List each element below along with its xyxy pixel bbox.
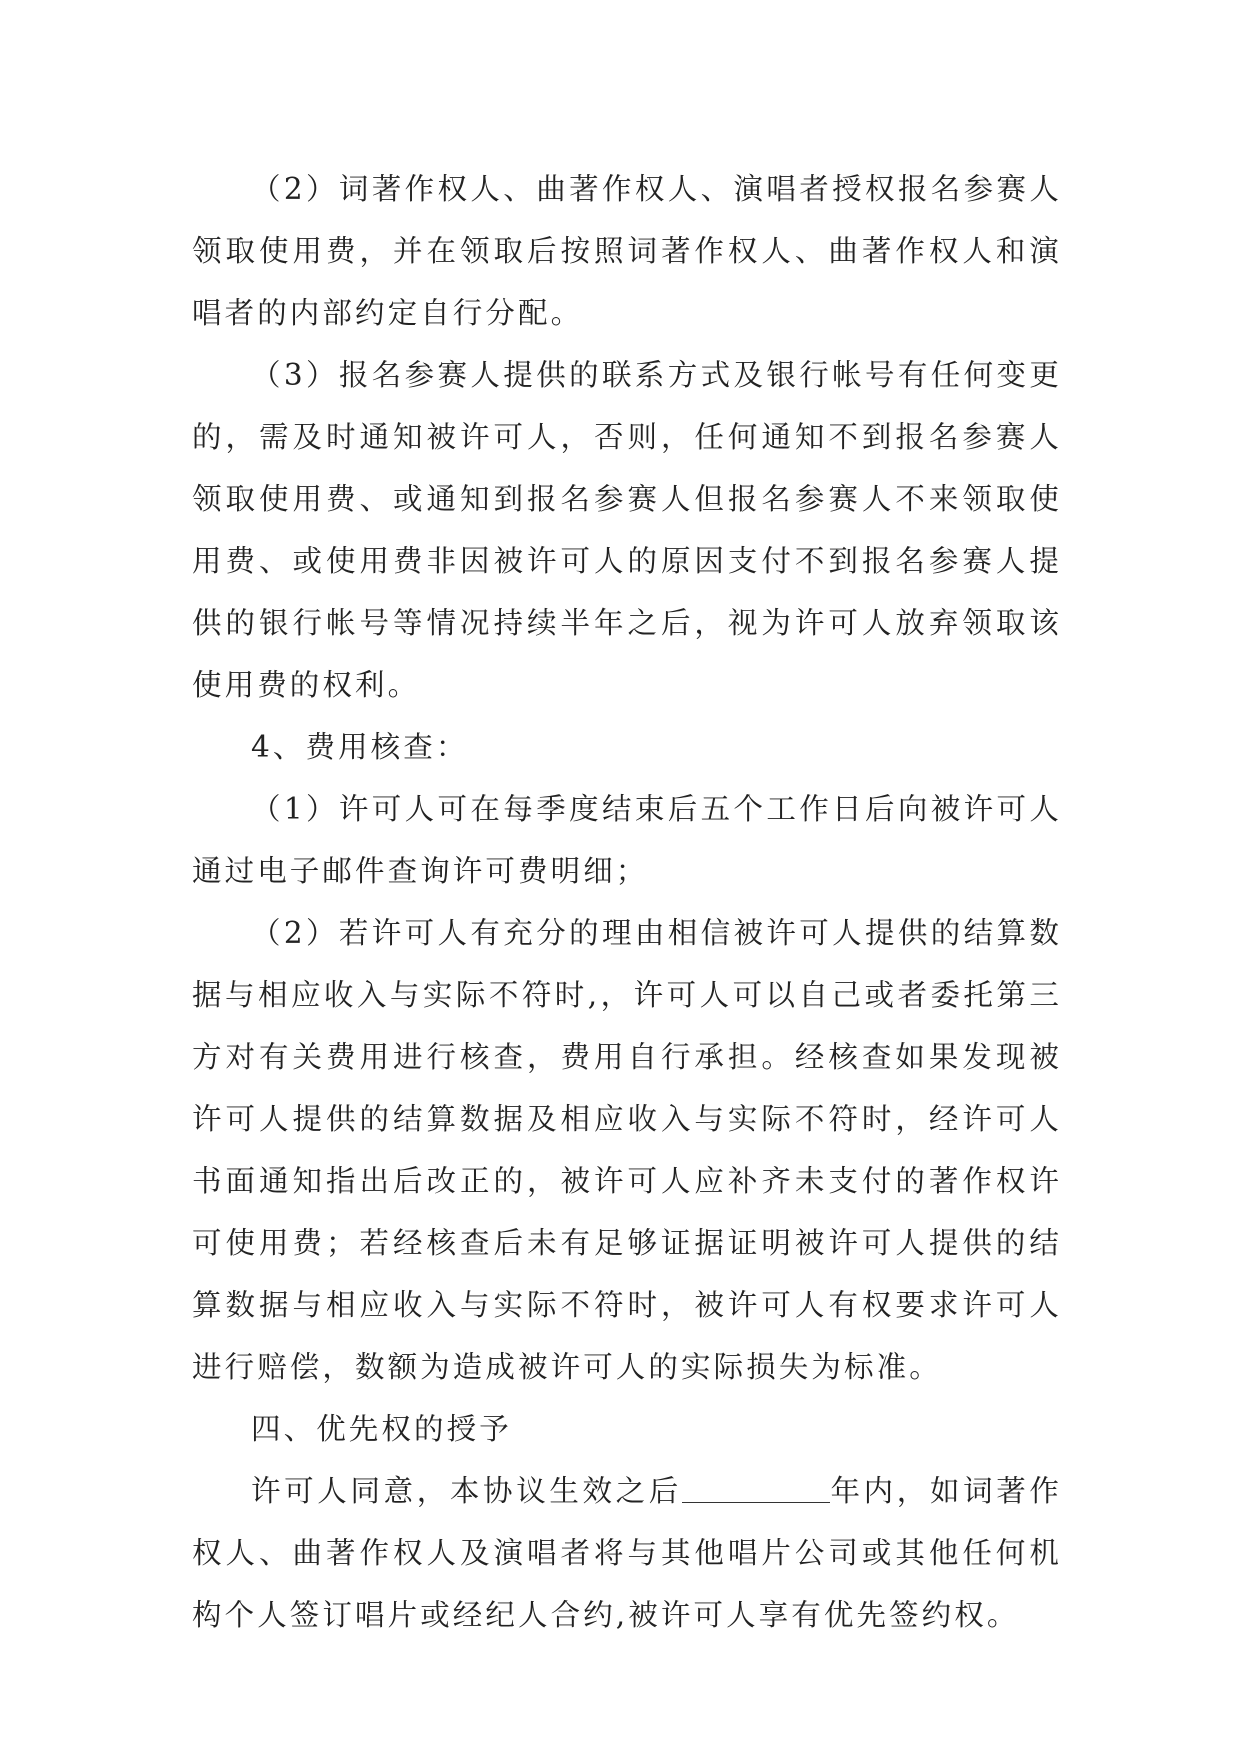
section-heading-priority-right: 四、优先权的授予 — [251, 1412, 512, 1446]
priority-text-after-blank: 年内，如词著作权人、曲著作权人及演唱者将与其他唱片公司或其他任何机构个人签订唱片或经纪人合约,被许可人享有优先签约权。 — [192, 1474, 1062, 1632]
paragraph-priority-right — [192, 1460, 1062, 1646]
paragraph-contact-change: （3）报名参赛人提供的联系方式及银行帐号有任何变更的，需及时通知被许可人，否则，任何通知不到报名参赛人领取使用费、或通知到报名参赛人但报名参赛人不来领取使用费、或使用费非因被许可人的原因支付不到报名参赛人提供的银行帐号等情况持续半年之后，视为许可人放弃领取该使用费的权利。 — [192, 358, 1062, 702]
document-body — [192, 158, 1062, 1646]
blank-years-field — [682, 1472, 830, 1503]
priority-text-before-blank: 许可人同意，本协议生效之后 — [251, 1474, 682, 1508]
paragraph-fee-verification: （2）若许可人有充分的理由相信被许可人提供的结算数据与相应收入与实际不符时,，许可人可以自己或者委托第三方对有关费用进行核查，费用自行承担。经核查如果发现被许可人提供的结算数据及相应收入与实际不符时，经许可人书面通知指出后改正的，被许可人应补齐未支付的著作权许可使用费；若经核查后未有足够证据证明被许可人提供的结算数据与相应收入与实际不符时，被许可人有权要求许可人进行赔偿，数额为造成被许可人的实际损失为标准。 — [192, 916, 1062, 1384]
paragraph-fee-inquiry: （1）许可人可在每季度结束后五个工作日后向被许可人通过电子邮件查询许可费明细； — [192, 792, 1062, 888]
paragraph-fee-distribution: （2）词著作权人、曲著作权人、演唱者授权报名参赛人领取使用费，并在领取后按照词著作权人、曲著作权人和演唱者的内部约定自行分配。 — [192, 172, 1062, 330]
paragraph-fee-audit-heading: 4、费用核查： — [251, 730, 469, 764]
